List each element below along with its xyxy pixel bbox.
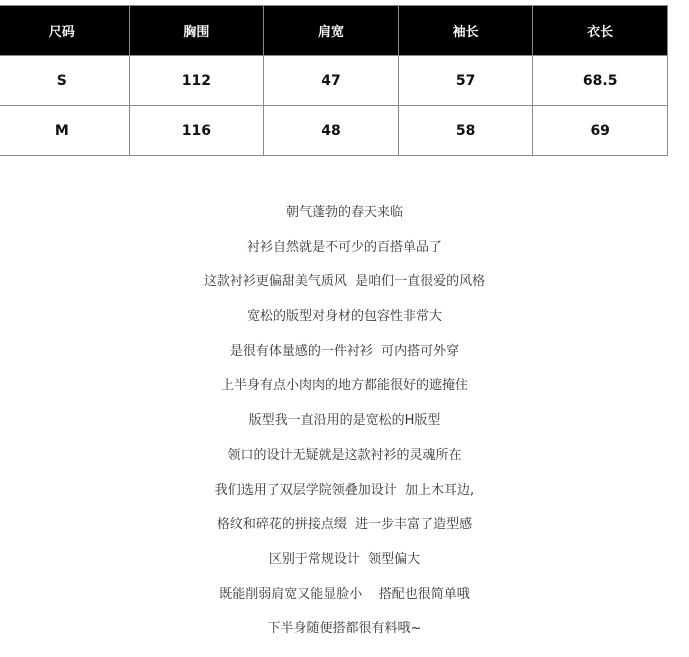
cell-shoulder: 48 xyxy=(264,106,399,156)
description-line: 上半身有点小肉肉的地方都能很好的遮掩住 xyxy=(220,378,468,394)
description-line: 朝气蓬勃的春天来临 xyxy=(285,205,403,220)
description-line: 格纹和碎花的拼接点缀 进一步丰富了造型感 xyxy=(216,517,473,533)
header-chest: 胸围 xyxy=(129,6,264,56)
cell-chest: 116 xyxy=(129,106,264,156)
product-description xyxy=(0,196,689,647)
cell-size: S xyxy=(0,56,129,106)
description-line: 我们选用了双层学院领叠加设计 加上木耳边, xyxy=(214,482,475,498)
header-length: 衣长 xyxy=(533,6,668,56)
description-line: 下半身随便搭都很有料哦~ xyxy=(267,621,422,637)
size-chart-table xyxy=(0,5,668,156)
description-line: 领口的设计无疑就是这款衬衫的灵魂所在 xyxy=(227,447,462,463)
description-line: 版型我一直沿用的是宽松的H版型 xyxy=(248,413,441,429)
table-row xyxy=(0,56,668,106)
size-chart-header-row xyxy=(0,6,668,56)
cell-size: M xyxy=(0,106,129,156)
cell-sleeve: 57 xyxy=(398,56,533,106)
header-shoulder: 肩宽 xyxy=(264,6,399,56)
cell-sleeve: 58 xyxy=(398,106,533,156)
description-line: 衬衫自然就是不可少的百搭单品了 xyxy=(246,239,442,255)
description-line: 区别于常规设计 领型偏大 xyxy=(268,551,421,567)
cell-length: 69 xyxy=(533,106,668,156)
header-size: 尺码 xyxy=(0,6,129,56)
description-line: 这款衬衫更偏甜美气质风 是咱们一直很爱的风格 xyxy=(203,274,486,290)
cell-chest: 112 xyxy=(129,56,264,106)
cell-length: 68.5 xyxy=(533,56,668,106)
description-line: 是很有体量感的一件衬衫 可内搭可外穿 xyxy=(229,343,460,359)
cell-shoulder: 47 xyxy=(264,56,399,106)
description-line: 宽松的版型对身材的包容性非常大 xyxy=(246,309,442,325)
description-line: 既能削弱肩宽又能显脸小 搭配也很简单哦 xyxy=(219,586,470,602)
header-sleeve: 袖长 xyxy=(398,6,533,56)
table-row xyxy=(0,106,668,156)
